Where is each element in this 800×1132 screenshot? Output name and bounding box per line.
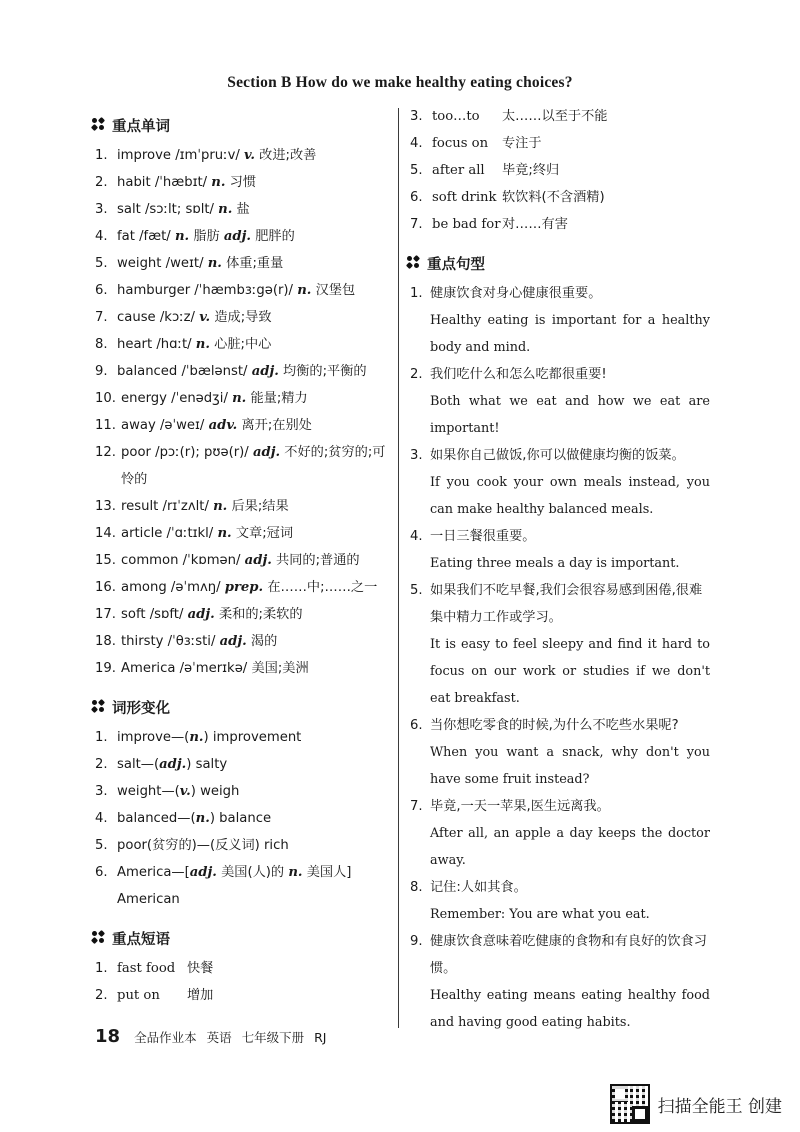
item-number: 1. <box>95 961 108 976</box>
part-of-speech: n. <box>232 391 247 406</box>
vocab-entry <box>121 520 390 547</box>
item-number: 19. <box>95 661 116 676</box>
part-of-speech: n. <box>189 730 204 745</box>
sentence-item <box>410 361 710 442</box>
sentence-english: After all, an apple a day keeps the doctor away. <box>430 826 710 868</box>
vocab-item <box>95 196 390 223</box>
part-of-speech: adj. <box>219 634 247 649</box>
vocab-word: energy /ˈenədʒi/ <box>121 391 233 406</box>
vocab-entry <box>121 439 390 493</box>
part-of-speech: n. <box>218 202 233 217</box>
item-number: 17. <box>95 607 116 622</box>
phrase-english: fast food <box>117 961 176 976</box>
item-number: 1. <box>95 148 108 163</box>
phrase-entry <box>432 103 710 130</box>
vocab-heading <box>92 112 390 138</box>
part-of-speech: n. <box>213 499 228 514</box>
part-of-speech: adj. <box>187 607 215 622</box>
phrase-entry <box>117 982 390 1009</box>
part-of-speech: n. <box>207 256 222 271</box>
phrase-entry <box>432 157 710 184</box>
form-item <box>95 751 390 778</box>
item-number: 3. <box>95 784 108 799</box>
vocab-word: America /əˈmerɪkə/ <box>121 661 252 676</box>
item-number: 3. <box>95 202 108 217</box>
form-text: salt—( <box>117 757 160 772</box>
part-of-speech: n. <box>217 526 232 541</box>
sentence-english: Healthy eating is important for a healthy body and mind. <box>430 313 710 355</box>
book-name: 全品作业本 <box>134 1030 197 1045</box>
vocab-word: among /əˈmʌŋ/ <box>121 580 225 595</box>
sentence-entry <box>430 577 710 712</box>
vocab-word: cause /kɔːz/ <box>117 310 200 325</box>
form-text: balanced—( <box>117 811 196 826</box>
vocab-entry <box>117 196 390 223</box>
form-text: weight—( <box>117 784 180 799</box>
phrases-heading-text: 重点短语 <box>112 931 170 948</box>
sentence-chinese: 毕竟,一天一苹果,医生远离我。 <box>430 799 610 814</box>
vocab-meaning: 习惯 <box>225 175 257 190</box>
vocab-item <box>95 655 390 682</box>
vocab-entry <box>117 223 390 250</box>
part-of-speech: n. <box>195 811 210 826</box>
vocab-entry <box>117 169 390 196</box>
vocab-item <box>95 601 390 628</box>
sentence-item <box>410 577 710 712</box>
item-number: 7. <box>95 310 108 325</box>
sentence-entry <box>430 442 710 523</box>
section-bullet-icon <box>92 931 106 945</box>
sentence-chinese: 当你想吃零食的时候,为什么不吃些水果呢? <box>430 718 679 733</box>
item-number: 18. <box>95 634 116 649</box>
vocab-word: common /ˈkɒmən/ <box>121 553 245 568</box>
sentence-entry <box>430 874 710 928</box>
item-number: 16. <box>95 580 116 595</box>
vocab-entry <box>117 358 390 385</box>
vocab-entry <box>121 574 390 601</box>
vocab-word: thirsty /ˈθɜːsti/ <box>121 634 220 649</box>
sentence-item <box>410 793 710 874</box>
form-entry <box>117 805 390 832</box>
part-of-speech: n. <box>195 337 210 352</box>
sentence-english: Remember: You are what you eat. <box>430 907 650 922</box>
vocab-meaning: 改进;改善 <box>254 148 317 163</box>
vocab-meaning: 体重;重量 <box>221 256 284 271</box>
item-number: 6. <box>95 283 108 298</box>
phrases-list-left <box>95 955 390 1009</box>
part-of-speech: adj. <box>244 553 272 568</box>
sentence-item <box>410 874 710 928</box>
item-number: 4. <box>410 529 423 544</box>
form-entry <box>117 778 390 805</box>
item-number: 15. <box>95 553 116 568</box>
item-number: 7. <box>410 217 423 232</box>
sentence-item <box>410 523 710 577</box>
vocab-meaning: 在……中;……之一 <box>263 580 378 595</box>
part-of-speech: n. <box>211 175 226 190</box>
vocab-list <box>95 142 390 682</box>
item-number: 9. <box>95 364 108 379</box>
sentence-english: Eating three meals a day is important. <box>430 556 680 571</box>
vocab-item <box>95 304 390 331</box>
qr-code-icon <box>610 1084 650 1124</box>
item-number: 13. <box>95 499 116 514</box>
item-number: 5. <box>410 163 423 178</box>
vocab-word: improve /ɪmˈpruːv/ <box>117 148 245 163</box>
vocab-word: balanced /ˈbælənst/ <box>117 364 252 379</box>
form-text: 美国(人)的 <box>216 865 289 880</box>
vocab-word: poor /pɔː(r); pʊə(r)/ <box>121 445 253 460</box>
phrase-entry <box>432 130 710 157</box>
item-number: 11. <box>95 418 116 433</box>
item-number: 5. <box>410 583 423 598</box>
vocab-word: weight /weɪt/ <box>117 256 208 271</box>
phrase-chinese: 专注于 <box>502 136 542 151</box>
vocab-item <box>95 439 390 493</box>
column-divider <box>398 108 399 1028</box>
form-text: ) weigh <box>190 784 240 799</box>
sentences-heading <box>407 250 710 276</box>
phrase-item <box>95 955 390 982</box>
form-item <box>95 832 390 859</box>
item-number: 8. <box>95 337 108 352</box>
sentence-chinese: 我们吃什么和怎么吃都很重要! <box>430 367 607 382</box>
phrase-chinese: 太……以至于不能 <box>502 109 608 124</box>
vocab-entry <box>121 412 390 439</box>
vocab-item <box>95 628 390 655</box>
vocab-meaning: 心脏;中心 <box>209 337 272 352</box>
vocab-item <box>95 277 390 304</box>
sentences-list <box>410 280 710 1036</box>
sentence-chinese: 健康饮食对身心健康很重要。 <box>430 286 602 301</box>
form-item <box>95 805 390 832</box>
item-number: 12. <box>95 445 116 460</box>
sentence-entry <box>430 280 710 361</box>
section-bullet-icon <box>92 700 106 714</box>
sentence-entry <box>430 712 710 793</box>
item-number: 2. <box>410 367 423 382</box>
sentence-english: It is easy to feel sleepy and find it hard to focus on our work or studies if we don't eat breakfast. <box>430 637 710 706</box>
item-number: 5. <box>95 256 108 271</box>
phrase-chinese: 对……有害 <box>502 217 568 232</box>
forms-heading-text: 词形变化 <box>112 700 170 717</box>
vocab-meaning: 造成;导致 <box>210 310 272 325</box>
vocab-meaning: 共同的;普通的 <box>271 553 360 568</box>
vocab-entry <box>121 655 390 682</box>
item-number: 2. <box>95 757 108 772</box>
vocab-word: article /ˈɑːtɪkl/ <box>121 526 218 541</box>
form-item <box>95 778 390 805</box>
vocab-meaning: 脂肪 <box>189 229 224 244</box>
vocab-item <box>95 412 390 439</box>
forms-list <box>95 724 390 913</box>
form-entry <box>117 832 390 859</box>
item-number: 3. <box>410 109 423 124</box>
part-of-speech: v. <box>244 148 255 163</box>
part-of-speech: prep. <box>224 580 264 595</box>
form-text: improve—( <box>117 730 190 745</box>
vocab-entry <box>117 331 390 358</box>
form-entry <box>117 724 390 751</box>
part-of-speech: n. <box>174 229 190 244</box>
form-entry <box>117 859 390 913</box>
item-number: 7. <box>410 799 423 814</box>
part-of-speech: adj. <box>189 865 217 880</box>
part-of-speech: n. <box>288 865 303 880</box>
vocab-entry <box>117 304 390 331</box>
form-item <box>95 724 390 751</box>
vocab-word: heart /hɑːt/ <box>117 337 196 352</box>
vocab-meaning: 不好的;贫穷的;可怜的 <box>121 445 386 487</box>
phrase-item <box>410 211 710 238</box>
item-number: 4. <box>95 811 108 826</box>
forms-heading <box>92 694 390 720</box>
part-of-speech: adj. <box>159 757 187 772</box>
part-of-speech: adj. <box>251 364 279 379</box>
vocab-entry <box>121 601 390 628</box>
sentence-english: When you want a snack, why don't you have some fruit instead? <box>430 745 710 787</box>
section-bullet-icon <box>407 256 421 270</box>
form-text: poor(贫穷的)—(反义词) rich <box>117 838 289 853</box>
vocab-item <box>95 385 390 412</box>
item-number: 5. <box>95 838 108 853</box>
vocab-meaning: 汉堡包 <box>311 283 356 298</box>
part-of-speech: n. <box>297 283 312 298</box>
vocab-word: away /əˈweɪ/ <box>121 418 209 433</box>
phrase-english: too…to <box>432 109 480 124</box>
section-title: Section B How do we make healthy eating choices? <box>227 74 573 91</box>
vocab-meaning: 离开;在别处 <box>237 418 312 433</box>
grade: 七年级下册 <box>241 1030 305 1045</box>
item-number: 4. <box>410 136 423 151</box>
vocab-item <box>95 169 390 196</box>
vocab-item <box>95 331 390 358</box>
vocab-meaning: 渴的 <box>246 634 278 649</box>
phrase-entry <box>432 184 710 211</box>
phrase-english: after all <box>432 163 485 178</box>
page-number: 18 <box>95 1026 121 1047</box>
phrases-heading <box>92 925 390 951</box>
item-number: 6. <box>95 865 108 880</box>
sentence-english: If you cook your own meals instead, you can make healthy balanced meals. <box>430 475 710 517</box>
phrases-list-right <box>410 103 710 238</box>
item-number: 9. <box>410 934 423 949</box>
part-of-speech: adj. <box>223 229 252 244</box>
phrase-item <box>410 130 710 157</box>
scanner-text: 扫描全能王 创建 <box>657 1096 782 1117</box>
form-text: ) balance <box>209 811 272 826</box>
phrase-chinese: 软饮料(不含酒精) <box>502 190 605 205</box>
phrase-chinese: 毕竟;终归 <box>502 163 560 178</box>
sentence-item <box>410 712 710 793</box>
sentence-english: Healthy eating means eating healthy food and having good eating habits. <box>430 988 710 1030</box>
sentence-entry <box>430 793 710 874</box>
vocab-meaning: 后果;结果 <box>227 499 289 514</box>
part-of-speech: adv. <box>208 418 238 433</box>
item-number: 2. <box>95 988 108 1003</box>
vocab-meaning: 能量;精力 <box>246 391 308 406</box>
sentence-entry <box>430 361 710 442</box>
vocab-item <box>95 493 390 520</box>
right-column <box>410 103 710 1036</box>
sentence-chinese: 一日三餐很重要。 <box>430 529 536 544</box>
item-number: 3. <box>410 448 423 463</box>
vocab-item <box>95 358 390 385</box>
vocab-word: soft /sɒft/ <box>121 607 188 622</box>
vocab-meaning: 文章;冠词 <box>231 526 294 541</box>
vocab-item <box>95 547 390 574</box>
phrase-english: focus on <box>432 136 489 151</box>
sentence-chinese: 健康饮食意味着吃健康的食物和有良好的饮食习惯。 <box>430 934 707 976</box>
form-text: ) improvement <box>203 730 302 745</box>
vocab-entry <box>117 277 390 304</box>
left-column <box>95 112 390 1009</box>
phrase-item <box>410 157 710 184</box>
vocab-entry <box>117 250 390 277</box>
vocab-entry <box>121 385 390 412</box>
vocab-word: hamburger /ˈhæmbɜːgə(r)/ <box>117 283 298 298</box>
item-number: 2. <box>95 175 108 190</box>
form-text: ) salty <box>186 757 228 772</box>
edition: RJ <box>314 1030 327 1045</box>
vocab-entry <box>121 547 390 574</box>
vocab-meaning: 柔和的;柔软的 <box>214 607 303 622</box>
vocab-word: result /rɪˈzʌlt/ <box>121 499 214 514</box>
item-number: 14. <box>95 526 116 541</box>
item-number: 4. <box>95 229 108 244</box>
sentence-item <box>410 442 710 523</box>
vocab-entry <box>121 493 390 520</box>
item-number: 6. <box>410 190 423 205</box>
vocab-word: habit /ˈhæbɪt/ <box>117 175 212 190</box>
vocab-meaning: 肥胖的 <box>251 229 295 244</box>
vocab-item <box>95 250 390 277</box>
sentence-chinese: 如果你自己做饭,你可以做健康均衡的饭菜。 <box>430 448 685 463</box>
form-item <box>95 859 390 913</box>
item-number: 8. <box>410 880 423 895</box>
vocab-meaning: 均衡的;平衡的 <box>278 364 367 379</box>
vocab-item <box>95 142 390 169</box>
sentence-english: Both what we eat and how we eat are important! <box>430 394 710 436</box>
part-of-speech: adj. <box>252 445 281 460</box>
phrase-item <box>410 103 710 130</box>
vocab-word: salt /sɔːlt; sɒlt/ <box>117 202 219 217</box>
part-of-speech: v. <box>199 310 211 325</box>
vocab-heading-text: 重点单词 <box>112 118 170 135</box>
subject: 英语 <box>206 1030 232 1045</box>
sentence-chinese: 如果我们不吃早餐,我们会很容易感到困倦,很难集中精力工作或学习。 <box>430 583 703 625</box>
sentence-chinese: 记住:人如其食。 <box>430 880 527 895</box>
vocab-item <box>95 574 390 601</box>
form-text: 美国人] American <box>117 865 352 907</box>
scanner-watermark <box>610 1084 782 1124</box>
vocab-entry <box>121 628 390 655</box>
sentences-heading-text: 重点句型 <box>427 256 485 273</box>
phrase-item <box>410 184 710 211</box>
phrase-chinese: 增加 <box>187 988 214 1003</box>
vocab-item <box>95 520 390 547</box>
item-number: 6. <box>410 718 423 733</box>
item-number: 1. <box>95 730 108 745</box>
phrase-english: be bad for <box>432 217 501 232</box>
phrase-item <box>95 982 390 1009</box>
sentence-item <box>410 928 710 1036</box>
form-entry <box>117 751 390 778</box>
sentence-entry <box>430 928 710 1036</box>
form-text: America—[ <box>117 865 190 880</box>
section-bullet-icon <box>92 118 106 132</box>
vocab-meaning: 盐 <box>232 202 250 217</box>
part-of-speech: v. <box>179 784 191 799</box>
vocab-meaning: 美国;美洲 <box>251 661 309 676</box>
phrase-entry <box>117 955 390 982</box>
phrase-english: put on <box>117 988 160 1003</box>
page-footer <box>95 1026 336 1047</box>
item-number: 1. <box>410 286 423 301</box>
phrase-chinese: 快餐 <box>187 961 214 976</box>
sentence-item <box>410 280 710 361</box>
phrase-entry <box>432 211 710 238</box>
sentence-entry <box>430 523 710 577</box>
item-number: 10. <box>95 391 116 406</box>
vocab-word: fat /fæt/ <box>117 229 175 244</box>
vocab-entry <box>117 142 390 169</box>
phrase-english: soft drink <box>432 190 497 205</box>
vocab-item <box>95 223 390 250</box>
